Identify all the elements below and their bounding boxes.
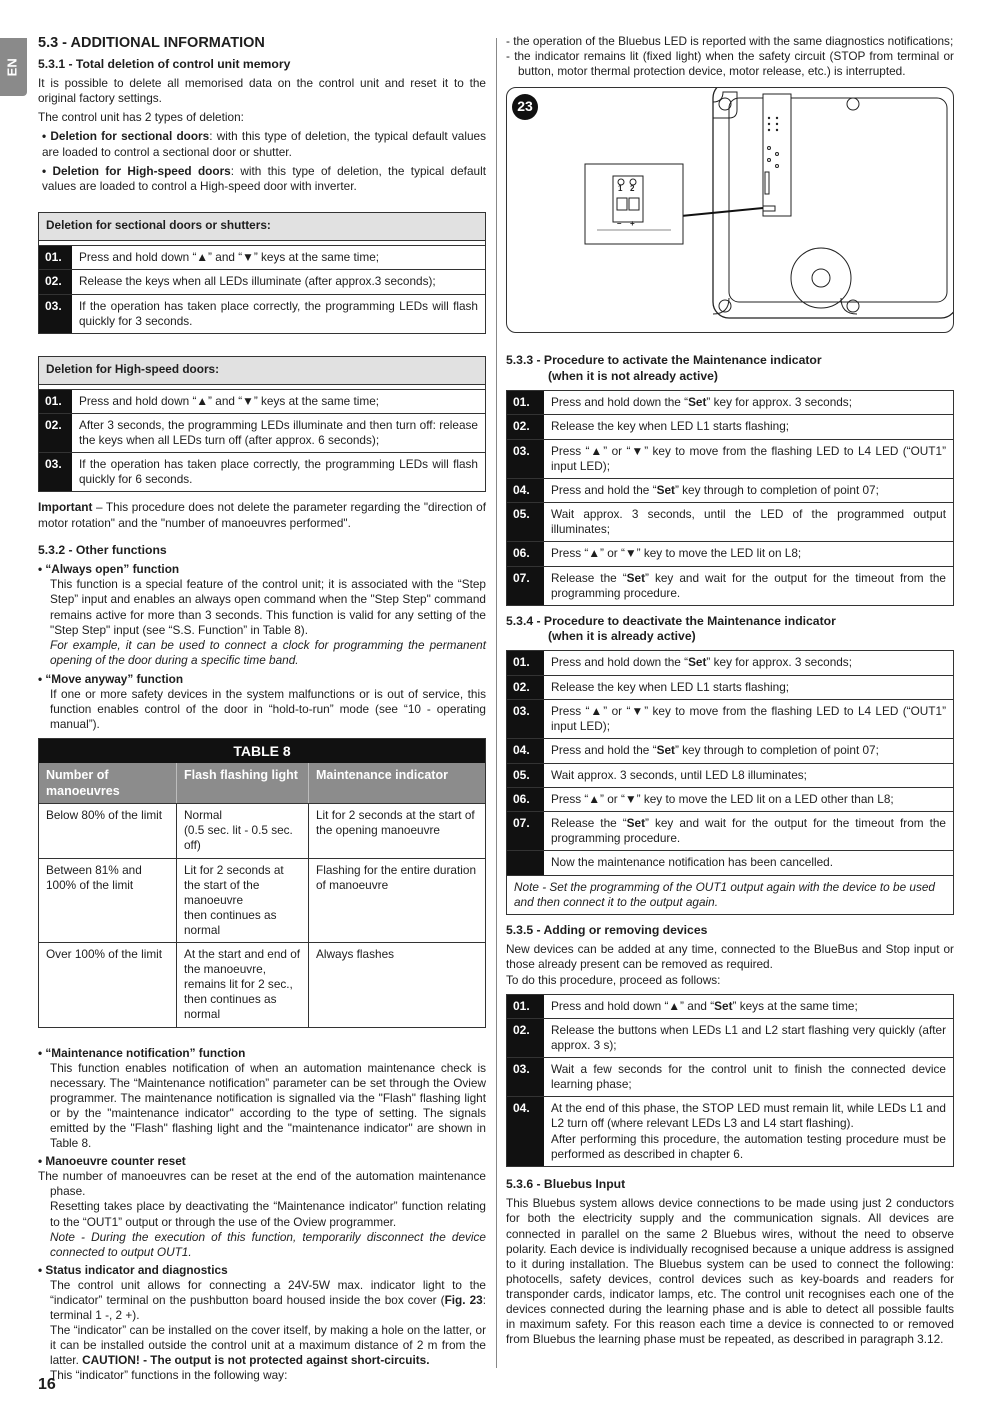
table-row: 07. Release the “Set” key and wait for the output for the timeout from the programming procedure.	[507, 566, 953, 605]
terminal-minus-label: –	[617, 219, 622, 229]
left-column	[38, 34, 486, 1387]
table-row: 04. Press and hold the “Set” key through to completion of point 07;	[507, 478, 953, 502]
deactivate-maintenance-table	[506, 650, 954, 914]
table-row: 01. Press and hold down “▲” and “Set” keys at the same time;	[507, 995, 953, 1018]
table-row: 06. Press “▲” or “▼” key to move the LED lit on a LED other than L8;	[507, 787, 953, 811]
table-row: 03. Press “▲” or “▼” key to move from the flashing LED to L4 LED (“OUT1” input LED);	[507, 439, 953, 478]
status-text-3: This “indicator” functions in the following way:	[50, 1368, 288, 1383]
table-row: Below 80% of the limit Normal (0.5 sec. lit - 0.5 sec. off) Lit for 2 seconds at the start of the opening manoeuvre	[39, 803, 485, 857]
subsection-535-title: 5.3.5 - Adding or removing devices	[506, 922, 708, 937]
important-note: Important – This procedure does not delete the parameter regarding the "direction of motor rotation" and the "number of manoeuvres performed".	[38, 500, 486, 530]
paragraph: New devices can be added at any time, connected to the BlueBus and Stop input or those already present can be removed as required.	[506, 942, 954, 972]
bullet-highspeed: • Deletion for High-speed doors: with this type of deletion, the typical default values are loaded to control a High-speed door with inverter.	[42, 163, 486, 193]
table-row: 02. After 3 seconds, the programming LEDs illuminate and then turn off: release the keys when all LEDs turn off (after approx. 6 seconds);	[39, 413, 485, 452]
status-text-1: The control unit allows for connecting a 24V-5W max. indicator light to the “indicator” terminal on the pushbutton board housed inside the box cover (Fig. 23: terminal 1 -, 2 +).	[50, 1277, 486, 1323]
table-row: Between 81% and 100% of the limit Lit for 2 seconds at the start of the manoeuvre then continues as normal Flashing for the entire duration of manoeuvre	[39, 858, 485, 942]
language-tab: EN	[0, 38, 27, 96]
paragraph: It is possible to delete all memorised data on the control unit and reset it to the original factory settings.	[38, 76, 486, 106]
table-8	[38, 738, 486, 1027]
table-row: 05. Wait approx. 3 seconds, until the LED of the programmed output illuminates;	[507, 502, 953, 541]
table-row: 02. Release the buttons when LEDs L1 and L2 start flashing very quickly (after approx. 3 s);	[507, 1018, 953, 1057]
table-row: 04. Press and hold the “Set” key through to completion of point 07;	[507, 738, 953, 762]
deletion-highspeed-table	[38, 356, 486, 493]
table-row: 01. Press and hold down “▲” and “▼” keys at the same time;	[39, 245, 485, 269]
table-row: 01. Press and hold down “▲” and “▼” keys at the same time;	[39, 389, 485, 413]
subsection-531-title: 5.3.1 - Total deletion of control unit memory	[38, 56, 291, 71]
table-row: 03. Press “▲” or “▼” key to move from the flashing LED to L4 LED (“OUT1” input LED);	[507, 699, 953, 738]
always-open-text: This function is a special feature of the control unit; it is associated with the “Step Step” input and enables an always open command when the "Step Step" command remains active for more than 3 seconds. This function is valid for any setting of the "Step Step" input (see “S.S. Function” in Table 8).	[50, 577, 486, 637]
terminal-1-label: 1	[618, 184, 623, 194]
figure-23	[506, 87, 954, 333]
table-title: Deletion for High-speed doors:	[39, 357, 485, 385]
always-open-title: • “Always open” function	[38, 562, 180, 577]
terminal-2-label: 2	[630, 184, 635, 194]
add-remove-devices-table	[506, 994, 954, 1167]
subsection-533-title: 5.3.3 - Procedure to activate the Maintenance indicator (when it is not already active)	[506, 353, 822, 383]
terminal-plus-label: +	[630, 219, 635, 229]
paragraph: This Bluebus system allows device connections to be made using just 2 conductors for both the electricity supply and the communication signals. All devices are connected in parallel on the same 2 Bluebus wires, without the need to observe polarity. Each device is individually recognised because a unique address is assigned to it during installation. The Bluebus system can be used to connect the following: photocells, safety devices, control devices such as key-boards and readers for transponder cards, indicator lamps, etc. The control unit recognises each one of the devices connected during the learning phase and is able to detect all possible faults in maximum safety. For this reason each time a device is connected to or removed from Bluebus the learning phase must be repeated, as described in paragraph 3.12.	[506, 1196, 954, 1347]
column-divider	[496, 38, 497, 1368]
table-row: 02. Release the key when LED L1 starts flashing;	[507, 414, 953, 438]
table-row: 03. If the operation has taken place correctly, the programming LEDs will flash quickly for 3 seconds.	[39, 294, 485, 333]
move-anyway-title: • “Move anyway” function	[38, 671, 184, 686]
table-row: 01. Press and hold down the “Set” key for approx. 3 seconds;	[507, 651, 953, 674]
table-row: Now the maintenance notification has been cancelled.	[507, 850, 953, 874]
status-text-2: The “indicator” can be installed on the cover itself, by making a hole on the latter, or it can be installed outside the control unit at a maximum distance of 2 m from the latter. CAUTION! - The output is not protected against short-circuits.	[50, 1323, 486, 1368]
table-row: 07. Release the “Set” key and wait for the output for the timeout from the programming procedure.	[507, 811, 953, 850]
table-8-title: TABLE 8	[39, 739, 485, 763]
table-row: 04. At the end of this phase, the STOP LED must remain lit, while LEDs L1 and L2 turn off (where relevant LEDs L3 and L4 start flashing). After performing this procedure, the automation testing procedure must be performed as described in chapter 6.	[507, 1096, 953, 1165]
table-row: 02. Release the keys when all LEDs illuminate (after approx.3 seconds);	[39, 269, 485, 293]
subsection-532-title: 5.3.2 - Other functions	[38, 542, 167, 557]
paragraph: To do this procedure, proceed as follows:	[506, 972, 721, 987]
status-title: • Status indicator and diagnostics	[38, 1262, 228, 1277]
table-row: 03. If the operation has taken place correctly, the programming LEDs will flash quickly for 6 seconds.	[39, 452, 485, 491]
table-row: 02. Release the key when LED L1 starts flashing;	[507, 675, 953, 699]
deletion-sectional-table	[38, 212, 486, 334]
activate-maintenance-table	[506, 390, 954, 606]
table-row: 06. Press “▲” or “▼” key to move the LED lit on L8;	[507, 541, 953, 565]
table-row: 05. Wait approx. 3 seconds, until LED L8 illuminates;	[507, 763, 953, 787]
table-row: Over 100% of the limit At the start and end of the manoeuvre, remains lit for 2 sec., then continues as normal Always flashes	[39, 942, 485, 1026]
bullet-sectional: • Deletion for sectional doors: with this type of deletion, the typical default values are loaded to control a sectional door or shutter.	[42, 129, 486, 159]
maintenance-title: • “Maintenance notification” function	[38, 1045, 246, 1060]
counter-reset-note: Note - During the execution of this function, temporarily disconnect the device connected to output OUT1.	[50, 1229, 486, 1259]
indicator-list	[506, 34, 954, 79]
table-row: 01. Press and hold down the “Set” key for approx. 3 seconds;	[507, 391, 953, 414]
counter-reset-text: The number of manoeuvres can be reset at the end of the automation maintenance phase.	[38, 1169, 486, 1199]
subsection-536-title: 5.3.6 - Bluebus Input	[506, 1176, 626, 1191]
table-note: Note - Set the programming of the OUT1 output again with the device to be used and then connect it to the output again.	[507, 875, 953, 914]
counter-reset-text-2: Resetting takes place by deactivating the “Maintenance indicator” function relating to the “OUT1” output or through the use of the Oview programmer.	[50, 1199, 486, 1229]
paragraph: The control unit has 2 types of deletion:	[38, 110, 244, 125]
list-item: - the operation of the Bluebus LED is reported with the same diagnostics notifications;	[506, 34, 954, 48]
figure-number-badge: 23	[512, 94, 538, 120]
counter-reset-title: • Manoeuvre counter reset	[38, 1154, 186, 1169]
right-column	[506, 34, 954, 1351]
control-box-diagram	[507, 88, 954, 333]
table-row: 03. Wait a few seconds for the control unit to finish the connected device learning phase;	[507, 1057, 953, 1096]
maintenance-text: This function enables notification of when an automation maintenance check is necessary. The “Maintenance notification” parameter can be set through the Oview programmer. The maintenance notification is signalled via the "Flash" flashing light or by the "maintenance indicator" according to the type of setting. The signals emitted by the "Flash" flashing light and the "maintenance indicator" are shown in Table 8.	[50, 1060, 486, 1151]
always-open-example: For example, it can be used to connect a clock for programming the permanent opening of the door during a specific time band.	[50, 637, 486, 667]
list-item: - the indicator remains lit (fixed light) when the safety circuit (STOP from terminal or button, motor thermal protection device, motor release, etc.) is interrupted.	[506, 49, 954, 79]
move-anyway-text: If one or more safety devices in the system malfunctions or is out of service, this function enables control of the door in “hold-to-run” mode (see “10 - operating manual”).	[50, 687, 486, 732]
table-8-header: Number of manoeuvres Flash flashing light Maintenance indicator	[39, 763, 485, 803]
page-number: 16	[38, 1376, 56, 1393]
subsection-534-title: 5.3.4 - Procedure to deactivate the Maintenance indicator (when it is already active)	[506, 613, 836, 644]
section-title: 5.3 - ADDITIONAL INFORMATION	[38, 35, 265, 51]
table-title: Deletion for sectional doors or shutters:	[39, 213, 485, 241]
